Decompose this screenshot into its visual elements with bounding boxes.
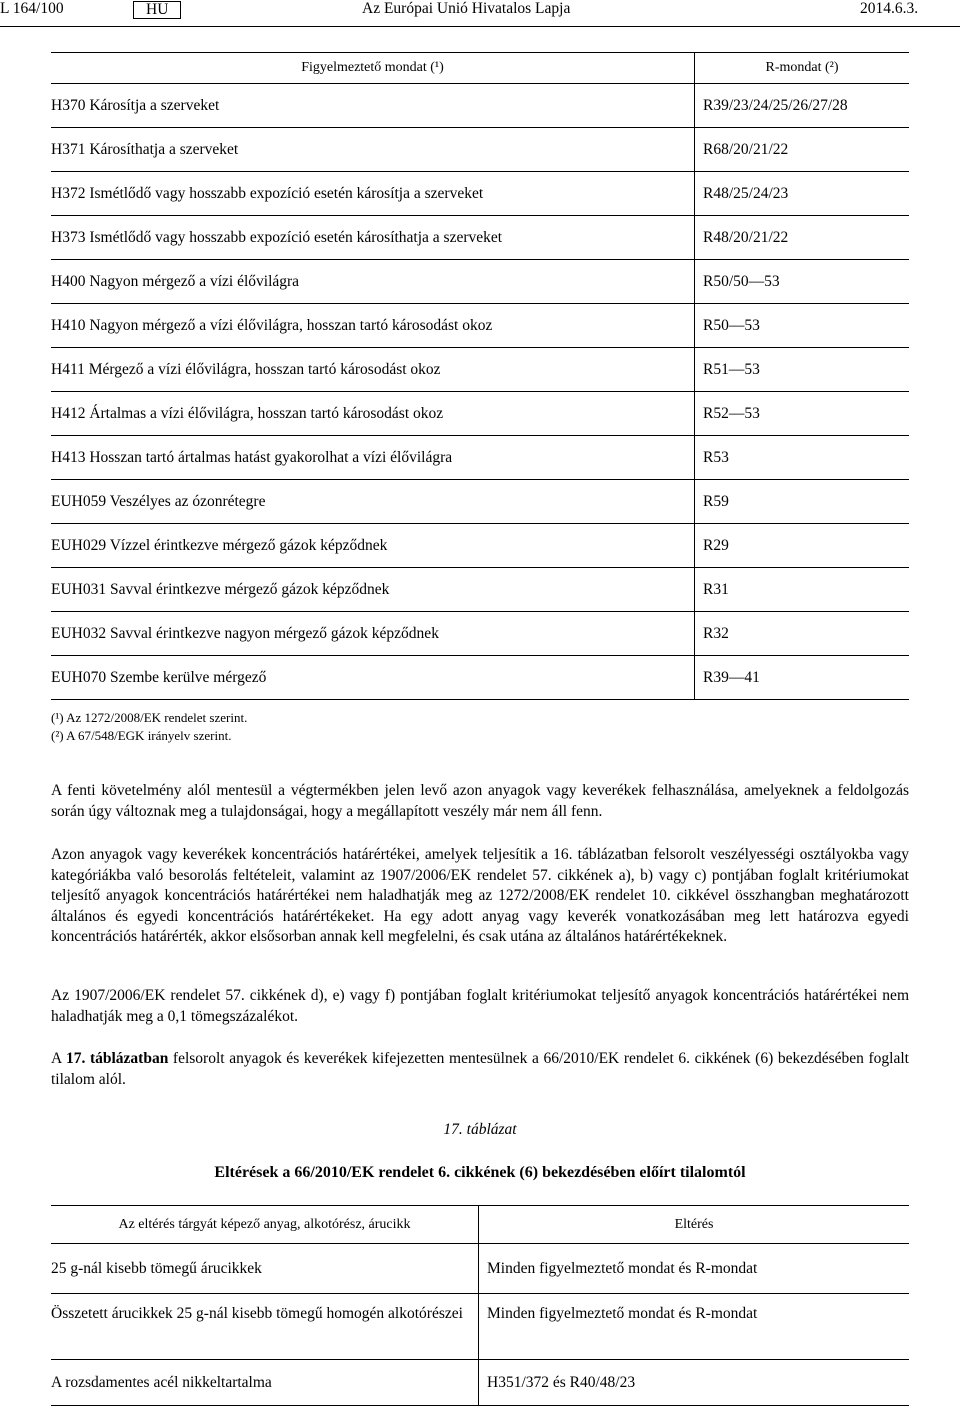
r-phrase: R50—53 <box>695 304 910 348</box>
page-reference: L 164/100 <box>0 0 64 17</box>
table17-link-text: 17. táblázatban <box>65 1050 169 1067</box>
table-title: Eltérések a 66/2010/EK rendelet 6. cikkének (6) bekezdésében előírt tilalomtól <box>214 1164 746 1181</box>
column-header-derogation: Eltérés <box>479 1206 910 1244</box>
derogation-cell: Minden figyelmeztető mondat és R-mondat <box>479 1244 910 1294</box>
hazard-statement: H373 Ismétlődő vagy hosszabb expozíció esetén károsíthatja a szerveket <box>51 216 695 260</box>
r-phrase: R39—41 <box>695 656 910 700</box>
paragraph-svhc-limit: Az 1907/2006/EK rendelet 57. cikkének d), e) vagy f) pontjában foglalt kritériumokat teljesítő anyagok koncentrációs határértékei nem haladhatják meg a 0,1 tömegszázalékot. <box>51 987 909 1025</box>
hazard-statement: H371 Károsíthatja a szerveket <box>51 128 695 172</box>
hazard-statement: H372 Ismétlődő vagy hosszabb expozíció esetén károsítja a szerveket <box>51 172 695 216</box>
footnote-1: (¹) Az 1272/2008/EK rendelet szerint. <box>51 710 248 725</box>
r-phrase: R51—53 <box>695 348 910 392</box>
hazard-statement: EUH070 Szembe kerülve mérgező <box>51 656 695 700</box>
hazard-statement-table <box>51 52 909 700</box>
table-row <box>51 304 909 348</box>
r-phrase: R68/20/21/22 <box>695 128 910 172</box>
paragraph-exemption: A fenti követelmény alól mentesül a végtermékben jelen levő azon anyagok vagy keverékek felhasználása, amelyeknek a feldolgozás során úgy változnak meg a tulajdonságai, hogy a megállapított veszély már nem áll fenn. <box>51 782 909 820</box>
table-row <box>51 392 909 436</box>
hazard-statement: H411 Mérgező a vízi élővilágra, hosszan tartó károsodást okoz <box>51 348 695 392</box>
r-phrase: R53 <box>695 436 910 480</box>
r-phrase: R29 <box>695 524 910 568</box>
footnote-2: (²) A 67/548/EGK irányelv szerint. <box>51 728 232 743</box>
derogation-cell: H351/372 és R40/48/23 <box>479 1360 910 1406</box>
r-phrase: R48/25/24/23 <box>695 172 910 216</box>
paragraph-concentration-limits: Azon anyagok vagy keverékek koncentrációs határértékei, amelyek teljesítik a 16. táblázatban felsorolt veszélyességi osztályokba vagy kategóriákba való besorolás feltételeit, valamint az 1907/2006/EK rendelet 57. cikkének a), b) vagy c) pontjában foglalt kritériumokat teljesítő anyagok koncentrációs határértékei nem haladhatják meg az 1272/2008/EK rendelet 10. cikkével összhangban meghatározott általános és egyedi koncentrációs határértékeket. Ha egy adott anyag vagy keverék vonatkozásában meg lett határozva egyedi koncentrációs határérték, akkor elsősorban annak kell megfelelni, és csak utána az általános határértékeknek. <box>51 846 909 945</box>
table-row <box>51 1244 909 1294</box>
table-caption: 17. táblázat <box>443 1121 517 1138</box>
hazard-statement: H400 Nagyon mérgező a vízi élővilágra <box>51 260 695 304</box>
r-phrase: R39/23/24/25/26/27/28 <box>695 84 910 128</box>
derogation-cell: Minden figyelmeztető mondat és R-mondat <box>479 1294 910 1360</box>
table-row <box>51 568 909 612</box>
derogation-table <box>51 1205 909 1406</box>
table-row <box>51 436 909 480</box>
table-header-row <box>51 53 909 84</box>
paragraph-table17-reference: A 17. táblázatban felsorolt anyagok és keverékek kifejezetten mentesülnek a 66/2010/EK rendelet 6. cikkének (6) bekezdésében foglalt tilalom alól. <box>51 1050 909 1088</box>
r-phrase: R50/50—53 <box>695 260 910 304</box>
table-row <box>51 1360 909 1406</box>
r-phrase: R31 <box>695 568 910 612</box>
table-row <box>51 1294 909 1360</box>
table-row <box>51 172 909 216</box>
hazard-statement: H412 Ártalmas a vízi élővilágra, hosszan tartó károsodást okoz <box>51 392 695 436</box>
page-header <box>0 0 960 22</box>
language-code: HU <box>133 1 181 19</box>
r-phrase: R52—53 <box>695 392 910 436</box>
column-header-r-phrase: R-mondat (²) <box>695 53 910 84</box>
table-row <box>51 480 909 524</box>
r-phrase: R48/20/21/22 <box>695 216 910 260</box>
subject-cell: 25 g-nál kisebb tömegű árucikkek <box>51 1244 479 1294</box>
subject-cell: A rozsdamentes acél nikkeltartalma <box>51 1360 479 1406</box>
table-row <box>51 216 909 260</box>
hazard-statement: H413 Hosszan tartó ártalmas hatást gyakorolhat a vízi élővilágra <box>51 436 695 480</box>
r-phrase: R59 <box>695 480 910 524</box>
publication-date: 2014.6.3. <box>860 0 919 17</box>
hazard-statement: EUH029 Vízzel érintkezve mérgező gázok képződnek <box>51 524 695 568</box>
table-row <box>51 260 909 304</box>
table-row <box>51 84 909 128</box>
table-row <box>51 656 909 700</box>
header-rule <box>0 26 960 27</box>
journal-title: Az Európai Unió Hivatalos Lapja <box>362 0 571 17</box>
table-row <box>51 524 909 568</box>
table-header-row <box>51 1206 909 1244</box>
hazard-statement: EUH031 Savval érintkezve mérgező gázok képződnek <box>51 568 695 612</box>
table-row <box>51 612 909 656</box>
hazard-statement: H370 Károsítja a szerveket <box>51 84 695 128</box>
table-row <box>51 128 909 172</box>
r-phrase: R32 <box>695 612 910 656</box>
table-row <box>51 348 909 392</box>
subject-cell: Összetett árucikkek 25 g-nál kisebb tömegű homogén alkotórészei <box>51 1294 479 1360</box>
hazard-statement: EUH032 Savval érintkezve nagyon mérgező gázok képződnek <box>51 612 695 656</box>
hazard-statement: EUH059 Veszélyes az ózonrétegre <box>51 480 695 524</box>
column-header-hazard: Figyelmeztető mondat (¹) <box>51 53 695 84</box>
column-header-subject: Az eltérés tárgyát képező anyag, alkotórész, árucikk <box>51 1206 479 1244</box>
hazard-statement: H410 Nagyon mérgező a vízi élővilágra, hosszan tartó károsodást okoz <box>51 304 695 348</box>
